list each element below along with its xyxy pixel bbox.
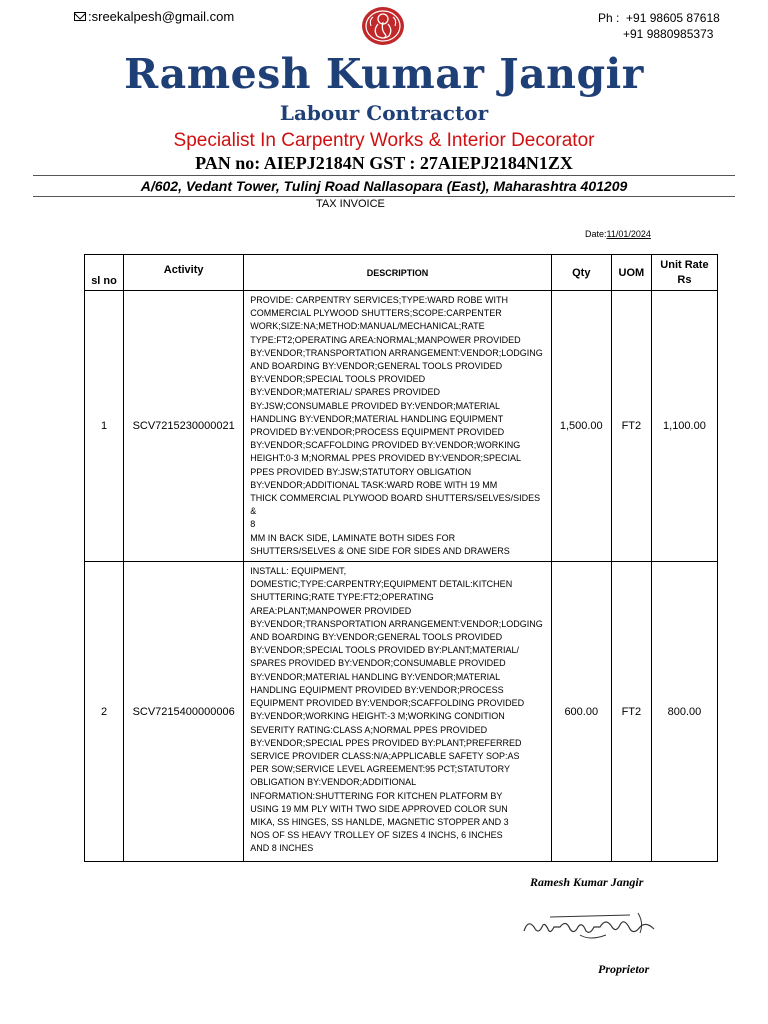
header-unit-rate: Unit Rate Rs: [651, 255, 717, 291]
table-row: [85, 291, 718, 562]
ganesha-logo-icon: [361, 6, 405, 46]
invoice-table: [84, 254, 718, 862]
row-sl-no: 2: [85, 562, 124, 862]
row-uom: FT2: [611, 562, 651, 862]
header-sl-no: sl no: [85, 255, 124, 291]
invoice-date: [585, 229, 651, 239]
date-value: 11/01/2024: [606, 229, 651, 239]
row-description: INSTALL: EQUIPMENT, DOMESTIC;TYPE:CARPENTRY;EQUIPMENT DETAIL:KITCHEN SHUTTERING;RATE TYPE:FT2;OPERATING AREA:PLANT;MANPOWER PROVIDED BY:VENDOR;TRANSPORTATION ARRANGEMENT:VENDOR;LODGING AND BOARDING BY:VENDOR;GENERAL TOOLS PROVIDED BY:VENDOR;SPECIAL TOOLS PROVIDED BY:PLANT;MATERIAL/ SPARES PROVIDED BY:VENDOR;CONSUMABLE PROVIDED BY:VENDOR;MATERIAL HANDLING BY:VENDOR;MATERIAL HANDLING EQUIPMENT PROVIDED BY:VENDOR;PROCESS EQUIPMENT PROVIDED BY:VENDOR;SCAFFOLDING PROVIDED BY:VENDOR;WORKING HEIGHT:-3 M;WORKING CONDITION SEVERITY RATING:CLASS A;NORMAL PPES PROVIDED BY:VENDOR;SPECIAL PPES PROVIDED BY:PLANT;PREFERRED SERVICE PROVIDER CLASS:N/A;APPLICABLE SAFETY SOP:AS PER SOW;SERVICE LEVEL AGREEMENT:95 PCT;STATUTORY OBLIGATION BY:VENDOR;ADDITIONAL INFORMATION:SHUTTERING FOR KITCHEN PLATFORM BY USING 19 MM PLY WITH TWO SIDE APPROVED COLOR SUN MIKA, SS HINGES, SS HANLDE, MAGNETIC STOPPER AND 3 NOS OF SS HEAVY TROLLEY OF SIZES 4 INCHS, 6 INCHES AND 8 INCHES: [244, 562, 551, 862]
phone-block: [598, 10, 720, 42]
company-subtitle: Labour Contractor: [279, 101, 489, 125]
row-unit-rate: 1,100.00: [651, 291, 717, 562]
row-description: PROVIDE: CARPENTRY SERVICES;TYPE:WARD ROBE WITH COMMERCIAL PLYWOOD SHUTTERS;SCOPE:CARPENTER WORK;SIZE:NA;METHOD:MANUAL/MECHANICAL;RATE TYPE:FT2;OPERATING AREA:NORMAL;MANPOWER PROVIDED BY:VENDOR;TRANSPORTATION ARRANGEMENT:VENDOR;LODGING AND BOARDING BY:VENDOR;GENERAL TOOLS PROVIDED BY:VENDOR;SPECIAL TOOLS PROVIDED BY:VENDOR;MATERIAL/ SPARES PROVIDED BY:JSW;CONSUMABLE PROVIDED BY:VENDOR;MATERIAL HANDLING BY:VENDOR;MATERIAL HANDLING EQUIPMENT PROVIDED BY:VENDOR;PROCESS EQUIPMENT PROVIDED BY:VENDOR;SCAFFOLDING PROVIDED BY:VENDOR;WORKING HEIGHT:0-3 M;NORMAL PPES PROVIDED BY:VENDOR;SPECIAL PPES PROVIDED BY:JSW;STATUTORY OBLIGATION BY:VENDOR;ADDITIONAL TASK:WARD ROBE WITH 19 MM THICK COMMERCIAL PLYWOOD BOARD SHUTTERS/SELVES/SIDES & 8 MM IN BACK SIDE, LAMINATE BOTH SIDES FOR SHUTTERS/SELVES & ONE SIDE FOR SIDES AND DRAWERS: [244, 291, 551, 562]
phone-1: +91 98605 87618: [626, 11, 720, 25]
header-description: DESCRIPTION: [244, 255, 551, 291]
row-uom: FT2: [611, 291, 651, 562]
phone-2: +91 9880985373: [623, 27, 714, 41]
signatory-name: Ramesh Kumar Jangir: [530, 875, 644, 889]
specialty-line: Specialist In Carpentry Works & Interior Decorator: [173, 130, 595, 151]
header-qty: Qty: [551, 255, 611, 291]
header-activity: Activity: [124, 255, 244, 291]
table-row: [85, 562, 718, 862]
divider-bottom: [33, 196, 735, 197]
envelope-icon: [74, 12, 86, 21]
document-type: TAX INVOICE: [316, 198, 385, 210]
signatory-title: Proprietor: [598, 962, 650, 976]
email-line: [74, 9, 234, 24]
pan-gst-line: PAN no: AIEPJ2184N GST : 27AIEPJ2184N1ZX: [195, 153, 573, 173]
header-uom: UOM: [611, 255, 651, 291]
company-name: Ramesh Kumar Jangir: [124, 50, 644, 98]
row-activity: SCV7215230000021: [124, 291, 244, 562]
divider-top: [33, 175, 735, 176]
row-unit-rate: 800.00: [651, 562, 717, 862]
date-label: Date:: [585, 229, 607, 239]
row-qty: 1,500.00: [551, 291, 611, 562]
row-sl-no: 1: [85, 291, 124, 562]
address-line: A/602, Vedant Tower, Tulinj Road Nallasopara (East), Maharashtra 401209: [140, 178, 628, 194]
row-qty: 600.00: [551, 562, 611, 862]
row-activity: SCV7215400000006: [124, 562, 244, 862]
phone-label: Ph :: [598, 11, 620, 25]
email-text: :sreekalpesh@gmail.com: [88, 9, 235, 24]
signature-image: [520, 905, 660, 945]
